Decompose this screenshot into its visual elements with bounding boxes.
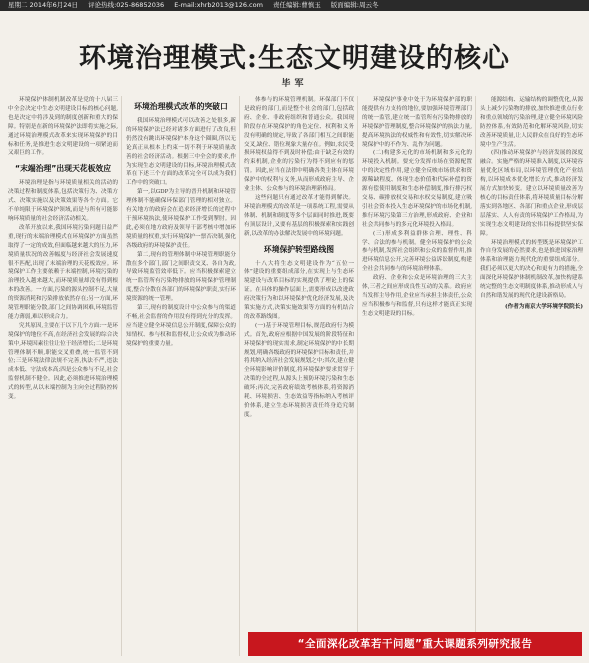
author-note: (作者为南京大学环境学院院长) <box>504 303 583 310</box>
paragraph: 第一,以GDP为主导的晋升机制和环境管理体制不能确保环保部门管理的相对独立。有关地方的政府会在追求经济增长的过程中干预环境执法,使环境保护工作受到掣肘。因此,必须在地方政府及领导干部考核中增加环境质量的权重,实行环境保护一票否决制,强化各级政府的环境保护责任。 <box>126 189 236 249</box>
article-column-3 <box>244 96 354 656</box>
paragraph: 环境保护事业中处于为环境保护部的职能提供有力支持的地位,要加强环境管理部门的统一监管,建立统一监管所有污染物排放的环境保护管理制度,整合环境保护的执法力量,提高环境执法的权威性和有效性,切实解决环境保护中的不作为、乱作为问题。 <box>362 97 472 148</box>
layout-editor: 版面编辑:周云冬 <box>330 1 379 9</box>
paragraph: 我国环境治理模式可以改善之处很多,新的环境保护法已经对诸多方面进行了改良,但仍然没有跳出环境保护本身这个圈圈,所以无论真正从根本上约束一切不利于环境质量改善的社会经济活动。根据三中全会的要求,作为实现生态文明建设的目标,环境治理模式改革在下述三个方面的改革完全可以成为我们工作中的突破口。 <box>126 118 236 187</box>
article-author: 毕军 <box>281 79 308 89</box>
article-column-4 <box>362 96 472 573</box>
section-heading: 环境治理模式改革的突破口 <box>134 102 228 111</box>
section-heading: 环境保护转型路线图 <box>263 244 335 254</box>
paragraph: 环境治理模式的转型既是环境保护工作自身发展的必然要求,也是推进国家治理体系和治理能力现代化的重要组成部分。我们必须以更大的决心和更有力的措施,全面深化环境保护体制机制改革,加快构建系统完整的生态文明制度体系,推动形成人与自然和谐发展的现代化建设新格局。 <box>480 239 583 299</box>
section-heading: “末端治理”出现天花板效应 <box>14 164 111 174</box>
paragraph: 能源结构、运输结构的调整优化,从源头上减少污染物的排放,加快推进重点行业和重点领域的污染治理,建立健全环境风险防控体系,有效防范和化解环境风险,切实改善环境质量,让人民群众在良好的生态环境中生产生活。 <box>480 97 583 148</box>
issue-date: 星期二 2014年6月24日 <box>8 1 79 9</box>
paragraph: 第二,现有的管理体制中环境管理职能分散在多个部门,部门之间职责交叉、各自为政,导致环境监管效率低下。应当积极探索建立统一监管所有污染物排放的环境保护管理制度,整合分散在各部门的环境保护职责,实行环境资源的统一管理。 <box>126 251 236 303</box>
paragraph: (二)构建多元化的市场机制和多元化的环境投入机制。要充分发挥市场在资源配置中的决定性作用,建立健全反映市场供求和资源稀缺程度、体现生态价值和代际补偿的资源有偿使用制度和生态补偿制度,推行排污权交易、碳排放权交易和水权交易制度,建立吸引社会资本投入生态环境保护的市场化机制,推行环境污染第三方治理,形成政府、企业和社会共同参与的多元化环境投入格局。 <box>362 150 472 228</box>
comment-hotline: 评论热线:025-86852036 <box>88 1 165 9</box>
paragraph: 第三,现有的制度设计中公众参与的渠道不畅,社会监督的作用没有得到充分的发挥。应当建立健全环境信息公开制度,保障公众的知情权、参与权和监督权,让公众成为推动环境保护的重要力量。 <box>126 305 236 347</box>
article-column-1 <box>8 96 118 656</box>
column-divider <box>357 96 358 656</box>
responsible-editor: 责任编辑:曹慎玉 <box>273 1 321 9</box>
paragraph: 十八大将生态文明建设作为“五位一体”建设的重要组成部分,在实现上与生态环境建设与改革目标的实现提供了理论上的保证。在具体的操作层面上,需要形成以改进政府决策行为和以环境保护优化经济发展,及决策实施方式,决策实施效果等方面的有机结合的改革路线图。 <box>244 260 354 320</box>
paragraph: (三)形成多利益群体合理、理性、科学、合法的参与机制。健全环境保护的公众参与机制,发挥社会组织和公众的监督作用,推进环境信息公开,完善环境公益诉讼制度,构建全社会共同参与的环境治理体系。 <box>362 230 472 273</box>
paragraph: (四)推动环境保护与经济发展的深度融合。实施严格的环境准入制度,以环境容量优化区域布局,以环境管理优化产业结构,以环境成本优化增长方式,推动经济发展方式加快转变。建立以环境质量改善为核心的目标责任体系,将环境质量目标分解落实到各地区、各部门和重点企业,形成层层落实、人人有责的环境保护工作格局,为实现生态文明建设的宏伟目标提供坚实保障。 <box>480 150 583 237</box>
column-divider <box>239 96 240 656</box>
page-header-bar <box>0 0 589 11</box>
column-divider <box>475 96 476 656</box>
paragraph: (一)基于环境管理目标,规范政府行为模式。首先,政府应根据中国发展的阶段特征和环境保护的现实需求,制定环境保护的中长期规划,明确各级政府的环境保护目标和责任,并将其纳入经济社会发展规划之中;其次,建立健全环境影响评价制度,将环境保护要求贯穿于决策的全过程,从源头上预防环境污染和生态破坏;再次,完善政府绩效考核体系,将资源消耗、环境损害、生态效益等指标纳入考核评价体系,建立生态环境损害责任终身追究制度。 <box>244 322 354 418</box>
article-title: 环境治理模式:生态文明建设的核心 <box>79 43 510 74</box>
paragraph: 究其原因,主要在于以下几个方面:一是环境保护的地位不高,在经济社会发展的综合决策中,环境因素往往让位于经济增长;二是环境管理体制不顺,职能交叉重叠,统一监管不到位;三是环境法律法规不完善,执法不严,违法成本低、守法成本高;四是公众参与不足,社会监督机制不健全。因此,必须推进环境治理模式的转型,从以末端控制为主向全过程防控转变。 <box>8 322 118 401</box>
column-divider <box>121 96 122 656</box>
paragraph: 环境治理是指与环境质量相关的活动的决策过程和制度体系,包括决策行为、决策方式、决策实施以及决策效果等各个方面。它不单纯限于环境保护领域,而是与所有可能影响环境质量的社会经济活动相关。 <box>8 180 118 222</box>
contact-email: E-mail:xhrb2013@126.com <box>174 1 263 9</box>
paragraph: 环境保护体制机制改革是党的十八届三中全会决定中生态文明建设目标的核心问题,也是决定中将涉及到的制度创新和重大的保障。特别是在新的环境保护法即将实施之际,通过环境治理模式改革来实现环境保护的目标和任务,是推进生态文明建设的一项紧迫而又艰巨的工作。 <box>8 97 118 157</box>
paragraph: 体参与的环境管理机制。环保部门不仅是政府的部门,而是整个社会的部门,包括政府、企业、非政府组织和普通公众。我国现阶段存在环境保护的角色定位、权利和义务没有明确的规定,导致了各部门相互之间职能交叉,缺位、错位现象大量存在。例如,农民受损环境权益得不到及时补偿;由于缺乏有效的约束机制,企业的污染行为得不到应有的惩罚。因此,应当在法律中明确各类主体在环境保护中的权利与义务,从而形成政府主导、企业主体、公众参与的环境治理新格局。 <box>244 97 354 193</box>
paragraph: 政府、企业和公众是环境治理的三大主体,三者之间应形成良性互动的关系。政府应当发挥主导作用,企业应当承担主体责任,公众应当积极参与和监督,只有这样才能真正实现生态文明建设的目标。 <box>362 275 472 317</box>
series-banner: “全面深化改革若干问题”重大课题系列研究报告 <box>248 632 582 656</box>
article-column-5 <box>480 96 583 656</box>
article-column-2 <box>126 96 236 656</box>
paragraph: 这些问题只有通过改革才能得到解决。环境治理模式的改革是一项系统工程,需要从体制、机制和制度等多个层面同时推进,既要有顶层设计,又要有基层的积极探索和实践创新,以改革的办法解决发展中的环境问题。 <box>244 194 354 237</box>
paragraph: 改革开放以来,我国环境污染问题日益严重,现行的末端治理模式在环境保护方面虽然取得了一定的成效,但面临越来越大的压力,环境质量状况的改善幅度与经济社会发展速度很不匹配,出现了末端治理的天花板效应。环境保护工作主要依赖于末端控制,环境污染的治理投入越来越大,而环境质量却没有得到根本的改善。一方面,污染的源头控制不足,大量的资源消耗和污染排放依然存在;另一方面,环境管理职能分散,部门之间协调困难,环境监管能力薄弱,难以形成合力。 <box>8 224 118 320</box>
